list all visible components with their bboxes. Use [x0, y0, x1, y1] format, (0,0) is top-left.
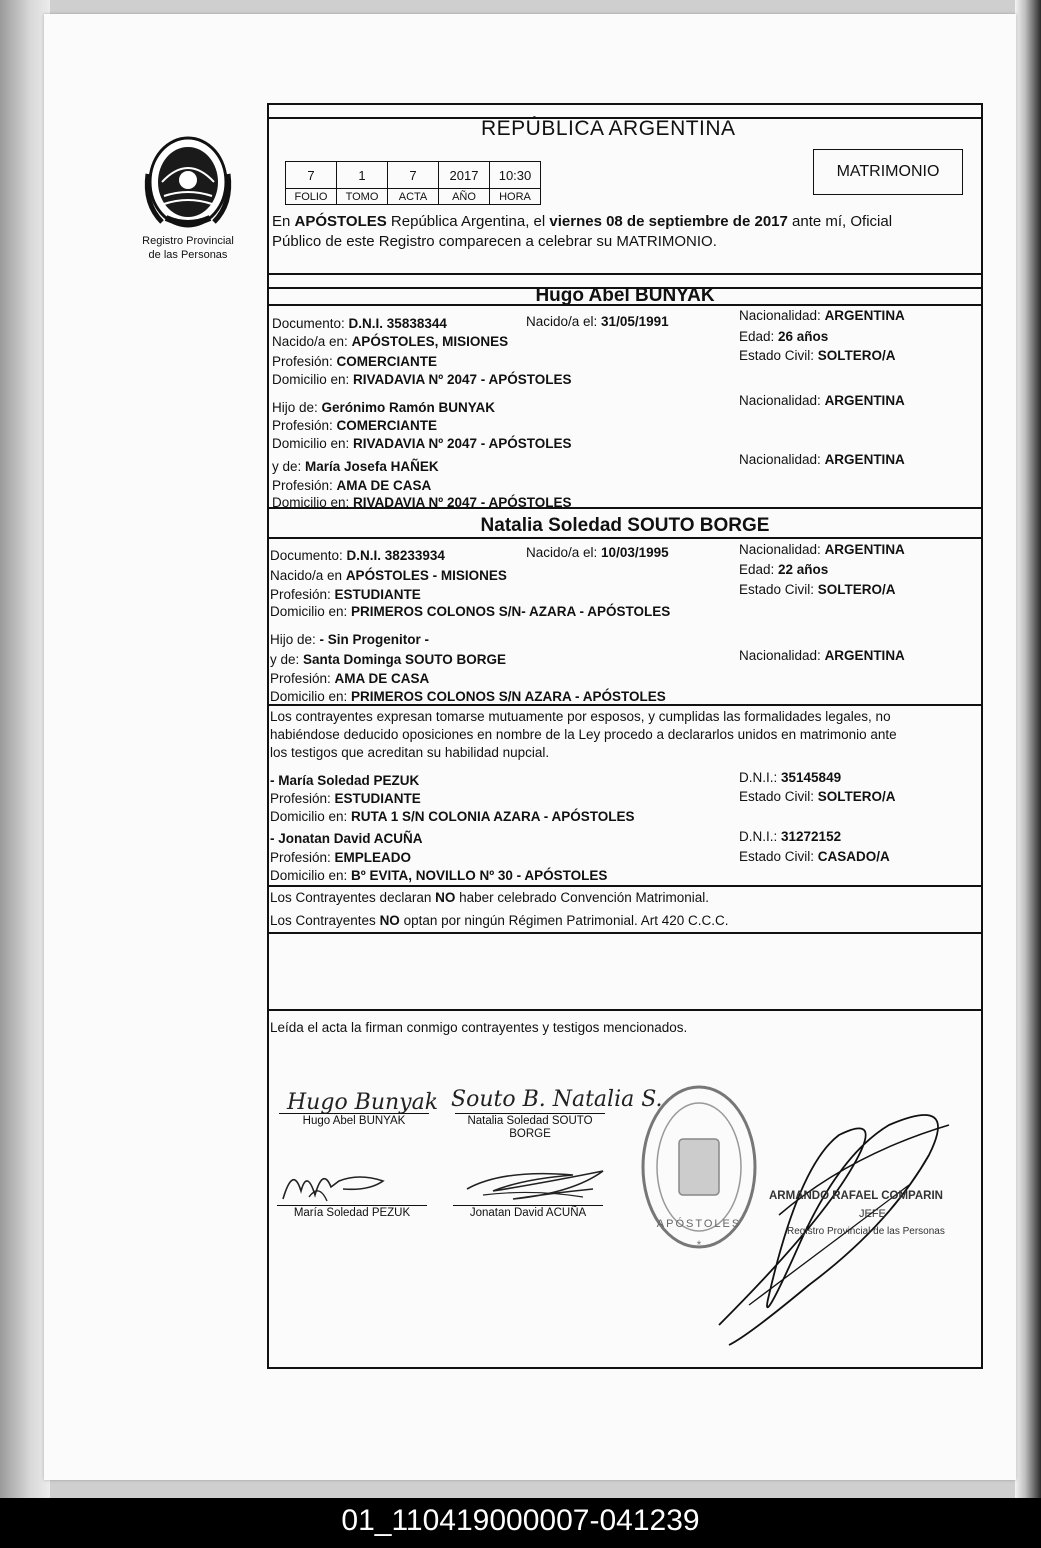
- groom-age: Edad: 26 años: [739, 329, 829, 344]
- official-signature: [689, 1095, 979, 1345]
- bride-mother-nationality: Nacionalidad: ARGENTINA: [739, 648, 905, 663]
- declaration-line1: Los contrayentes expresan tomarse mutuamente por esposos, y cumplidas las formalidades legales, no: [270, 709, 891, 724]
- groom-mother-profession: Profesión: AMA DE CASA: [272, 478, 432, 493]
- tomo-value: 1: [337, 162, 388, 189]
- official-name: ARMANDO RAFAEL COMPARIN: [769, 1190, 943, 1202]
- document-barcode-label: 01_110419000007-041239: [0, 1498, 1041, 1548]
- groom-address: Domicilio en: RIVADAVIA Nº 2047 - APÓSTOLES: [272, 372, 572, 387]
- declaration-line2: habiéndose deducido oposiciones en nombre de la Ley procedo a declararlos unidos en matrimonio ante: [270, 727, 897, 742]
- registry-table: [285, 161, 541, 205]
- bride-birthdate: Nacido/a el: 10/03/1995: [526, 545, 669, 560]
- groom-profession: Profesión: COMERCIANTE: [272, 354, 438, 369]
- witness1-name: - María Soledad PEZUK: [270, 773, 420, 788]
- witness2-profession: Profesión: EMPLEADO: [270, 850, 412, 865]
- certificate-type-box: MATRIMONIO: [813, 149, 963, 195]
- marriage-certificate-form: [267, 103, 983, 1369]
- svg-text:Souto B. Natalia S.: Souto B. Natalia S.: [451, 1087, 663, 1112]
- folio-value: 7: [286, 162, 337, 189]
- groom-father-profession: Profesión: COMERCIANTE: [272, 418, 438, 433]
- convention-line2: Los Contrayentes NO optan por ningún Régimen Patrimonial. Art 420 C.C.C.: [270, 913, 729, 928]
- bride-name: Natalia Soledad SOUTO BORGE: [480, 515, 770, 536]
- closing-statement: Leída el acta la firman conmigo contrayentes y testigos mencionados.: [270, 1020, 688, 1035]
- bride-profession: Profesión: ESTUDIANTE: [270, 587, 421, 602]
- groom-birthplace: Nacido/a en: APÓSTOLES, MISIONES: [272, 334, 509, 349]
- groom-civil-status: Estado Civil: SOLTERO/A: [739, 348, 896, 363]
- groom-documento: Documento: D.N.I. 35838344: [272, 316, 447, 331]
- groom-name: Hugo Abel BUNYAK: [535, 285, 715, 306]
- groom-birthdate: Nacido/a el: 31/05/1991: [526, 314, 669, 329]
- bride-nationality: Nacionalidad: ARGENTINA: [739, 542, 905, 557]
- bride-signature: [449, 1080, 663, 1114]
- tomo-label: TOMO: [337, 189, 388, 205]
- hora-value: 10:30: [490, 162, 541, 189]
- witness2-signature: [453, 1163, 609, 1205]
- hora-label: HORA: [490, 189, 541, 205]
- bride-mother-address: Domicilio en: PRIMEROS COLONOS S/N AZARA - APÓSTOLES: [270, 689, 666, 704]
- svg-text:Hugo Bunyak: Hugo Bunyak: [287, 1090, 439, 1115]
- witness1-signature-label: María Soledad PEZUK: [293, 1207, 411, 1219]
- bride-father: Hijo de: - Sin Progenitor -: [270, 632, 430, 647]
- misiones-coat-of-arms-icon: [142, 134, 234, 230]
- declaration-line3: los testigos que acreditan su habilidad nupcial.: [270, 745, 550, 760]
- bride-civil-status: Estado Civil: SOLTERO/A: [739, 582, 896, 597]
- acta-label: ACTA: [388, 189, 439, 205]
- anio-label: AÑO: [439, 189, 490, 205]
- witness1-profession: Profesión: ESTUDIANTE: [270, 791, 421, 806]
- acta-value: 7: [388, 162, 439, 189]
- groom-father-nationality: Nacionalidad: ARGENTINA: [739, 393, 905, 408]
- province-logo: [136, 134, 240, 262]
- official-role: JEFE: [859, 1208, 886, 1220]
- witness1-civil-status: Estado Civil: SOLTERO/A: [739, 789, 896, 804]
- witness1-address: Domicilio en: RUTA 1 S/N COLONIA AZARA - APÓSTOLES: [270, 809, 635, 824]
- groom-signature: [283, 1083, 439, 1117]
- anio-value: 2017: [439, 162, 490, 189]
- groom-mother: y de: María Josefa HAÑEK: [272, 459, 439, 474]
- witness1-dni: D.N.I.: 35145849: [739, 770, 842, 785]
- svg-text:APÓSTOLES: APÓSTOLES: [656, 1218, 742, 1230]
- intro-line2: Público de este Registro comparecen a celebrar su MATRIMONIO.: [272, 233, 717, 250]
- intro-line1: En APÓSTOLES República Argentina, el viernes 08 de septiembre de 2017 ante mí, Oficial: [272, 213, 893, 230]
- page-title: REPÚBLICA ARGENTINA: [481, 117, 736, 140]
- groom-nationality: Nacionalidad: ARGENTINA: [739, 308, 905, 323]
- groom-father: Hijo de: Gerónimo Ramón BUNYAK: [272, 400, 496, 415]
- bride-address: Domicilio en: PRIMEROS COLONOS S/N- AZARA - APÓSTOLES: [270, 604, 671, 619]
- bride-birthplace: Nacido/a en APÓSTOLES - MISIONES: [270, 568, 507, 583]
- bride-signature-label: Natalia Soledad SOUTO BORGE: [467, 1115, 593, 1140]
- scan-edge-right: [1015, 0, 1041, 1500]
- scan-edge-left: [0, 0, 50, 1500]
- bride-mother-profession: Profesión: AMA DE CASA: [270, 671, 430, 686]
- groom-mother-nationality: Nacionalidad: ARGENTINA: [739, 452, 905, 467]
- groom-mother-address: Domicilio en: RIVADAVIA Nº 2047 - APÓSTOLES: [272, 495, 572, 510]
- witness2-name: - Jonatan David ACUÑA: [270, 831, 423, 846]
- convention-line1: Los Contrayentes declaran NO haber celebrado Convención Matrimonial.: [270, 890, 709, 905]
- witness2-dni: D.N.I.: 31272152: [739, 829, 842, 844]
- groom-signature-label: Hugo Abel BUNYAK: [302, 1115, 406, 1127]
- witness2-address: Domicilio en: Bº EVITA, NOVILLO Nº 30 - APÓSTOLES: [270, 868, 608, 883]
- bride-mother: y de: Santa Dominga SOUTO BORGE: [270, 652, 507, 667]
- bride-age: Edad: 22 años: [739, 562, 829, 577]
- logo-caption: Registro Provincial de las Personas: [142, 235, 234, 261]
- bride-documento: Documento: D.N.I. 38233934: [270, 548, 445, 563]
- folio-label: FOLIO: [286, 189, 337, 205]
- witness2-civil-status: Estado Civil: CASADO/A: [739, 849, 890, 864]
- official-office: Registro Provincial de las Personas: [787, 1226, 945, 1237]
- svg-text:*: *: [696, 1238, 702, 1252]
- witness2-signature-label: Jonatan David ACUÑA: [469, 1207, 587, 1219]
- groom-father-address: Domicilio en: RIVADAVIA Nº 2047 - APÓSTOLES: [272, 436, 572, 451]
- witness1-signature: [279, 1161, 399, 1205]
